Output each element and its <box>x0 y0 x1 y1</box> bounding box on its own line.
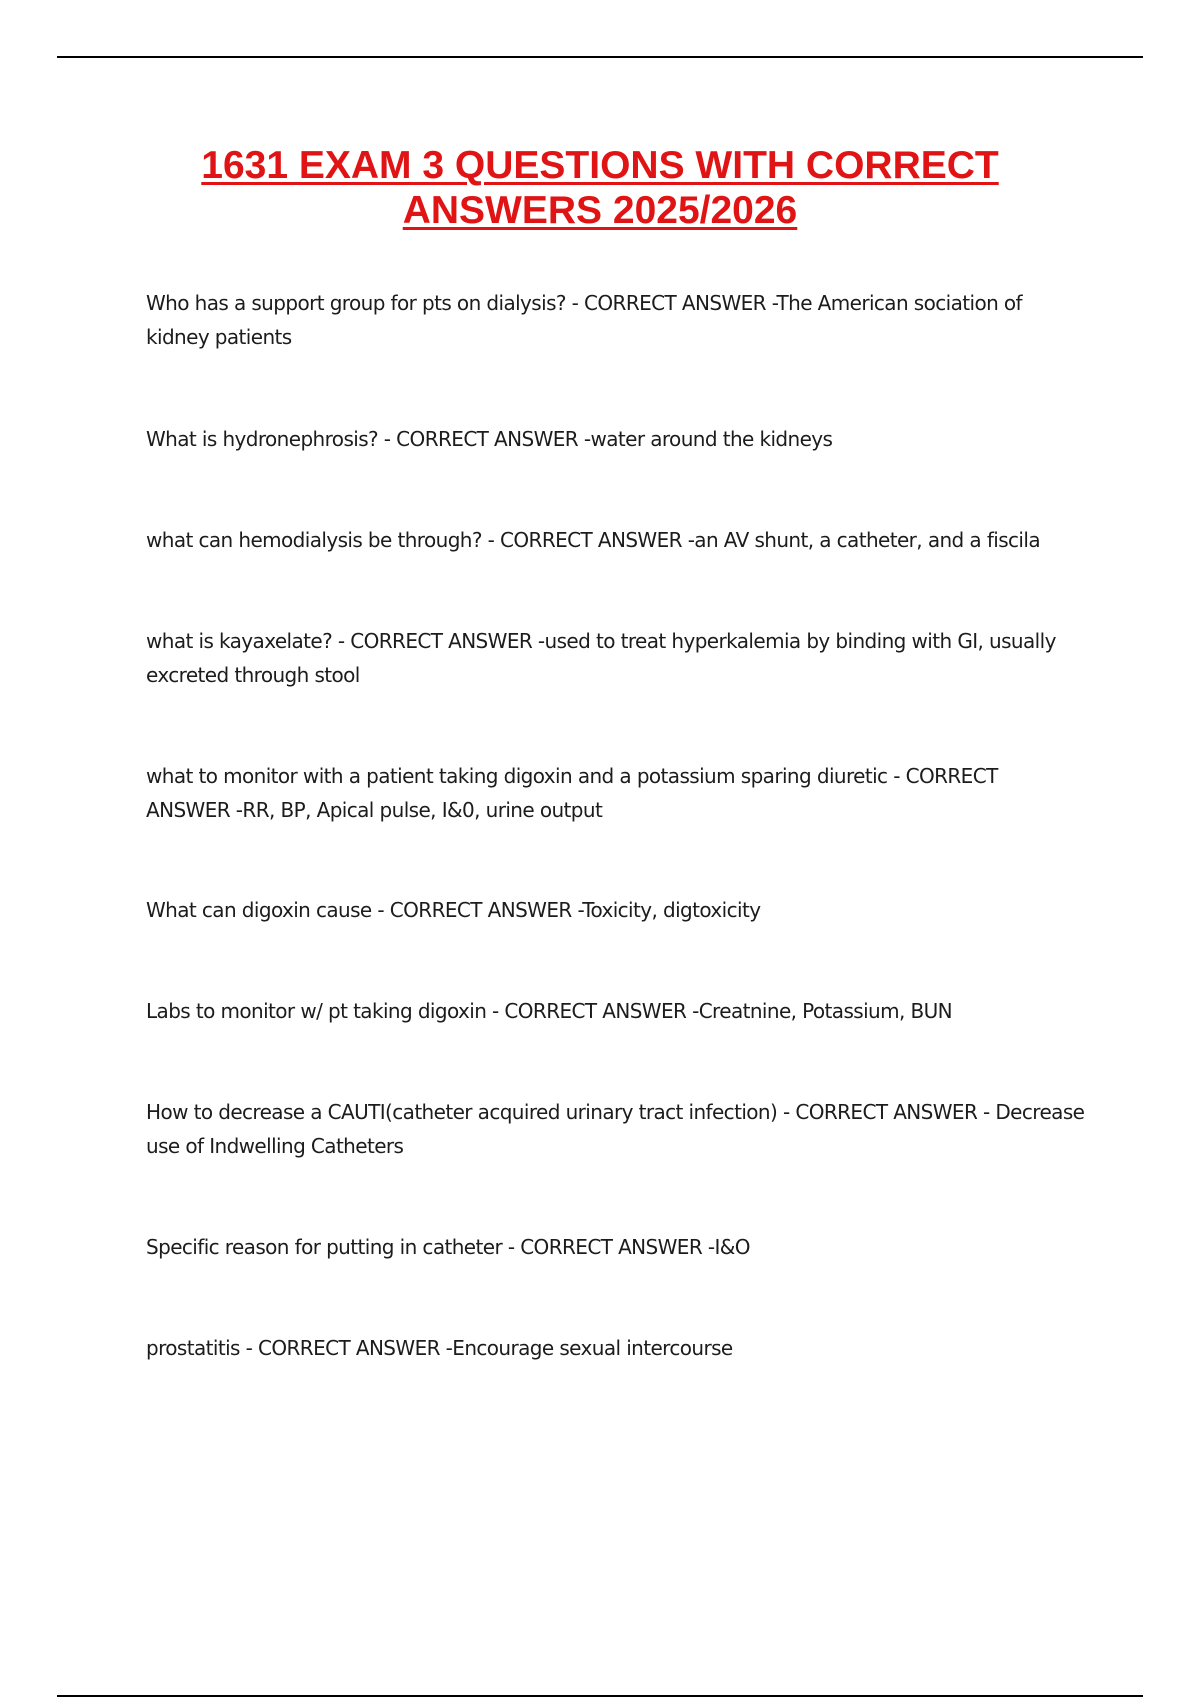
qa-item-8: How to decrease a CAUTI(catheter acquired urinary tract infection) - CORRECT ANSWER - Decrease use of Indwelling Catheters <box>146 1100 1085 1158</box>
qa-item-2: What is hydronephrosis? - CORRECT ANSWER -water around the kidneys <box>146 427 833 451</box>
title-line-2: ANSWERS 2025/2026 <box>402 189 798 232</box>
qa-item-6: What can digoxin cause - CORRECT ANSWER -Toxicity, digtoxicity <box>146 898 761 922</box>
bottom-rule <box>57 1695 1143 1697</box>
top-rule <box>57 56 1143 58</box>
title-line-1: 1631 EXAM 3 QUESTIONS WITH CORRECT <box>201 144 999 187</box>
document-title <box>57 143 1143 233</box>
qa-item-10: prostatitis - CORRECT ANSWER -Encourage sexual intercourse <box>146 1336 733 1360</box>
qa-item-5: what to monitor with a patient taking digoxin and a potassium sparing diuretic - CORRECT ANSWER -RR, BP, Apical pulse, I&0, urine output <box>146 764 998 822</box>
qa-item-4: what is kayaxelate? - CORRECT ANSWER -used to treat hyperkalemia by binding with GI, usually excreted through stool <box>146 629 1056 687</box>
qa-item-1: Who has a support group for pts on dialysis? - CORRECT ANSWER -The American sociation of kidney patients <box>146 291 1022 349</box>
qa-item-9: Specific reason for putting in catheter - CORRECT ANSWER -I&O <box>146 1235 750 1259</box>
qa-item-7: Labs to monitor w/ pt taking digoxin - CORRECT ANSWER -Creatnine, Potassium, BUN <box>146 999 953 1023</box>
qa-item-3: what can hemodialysis be through? - CORRECT ANSWER -an AV shunt, a catheter, and a fiscila <box>146 528 1040 552</box>
